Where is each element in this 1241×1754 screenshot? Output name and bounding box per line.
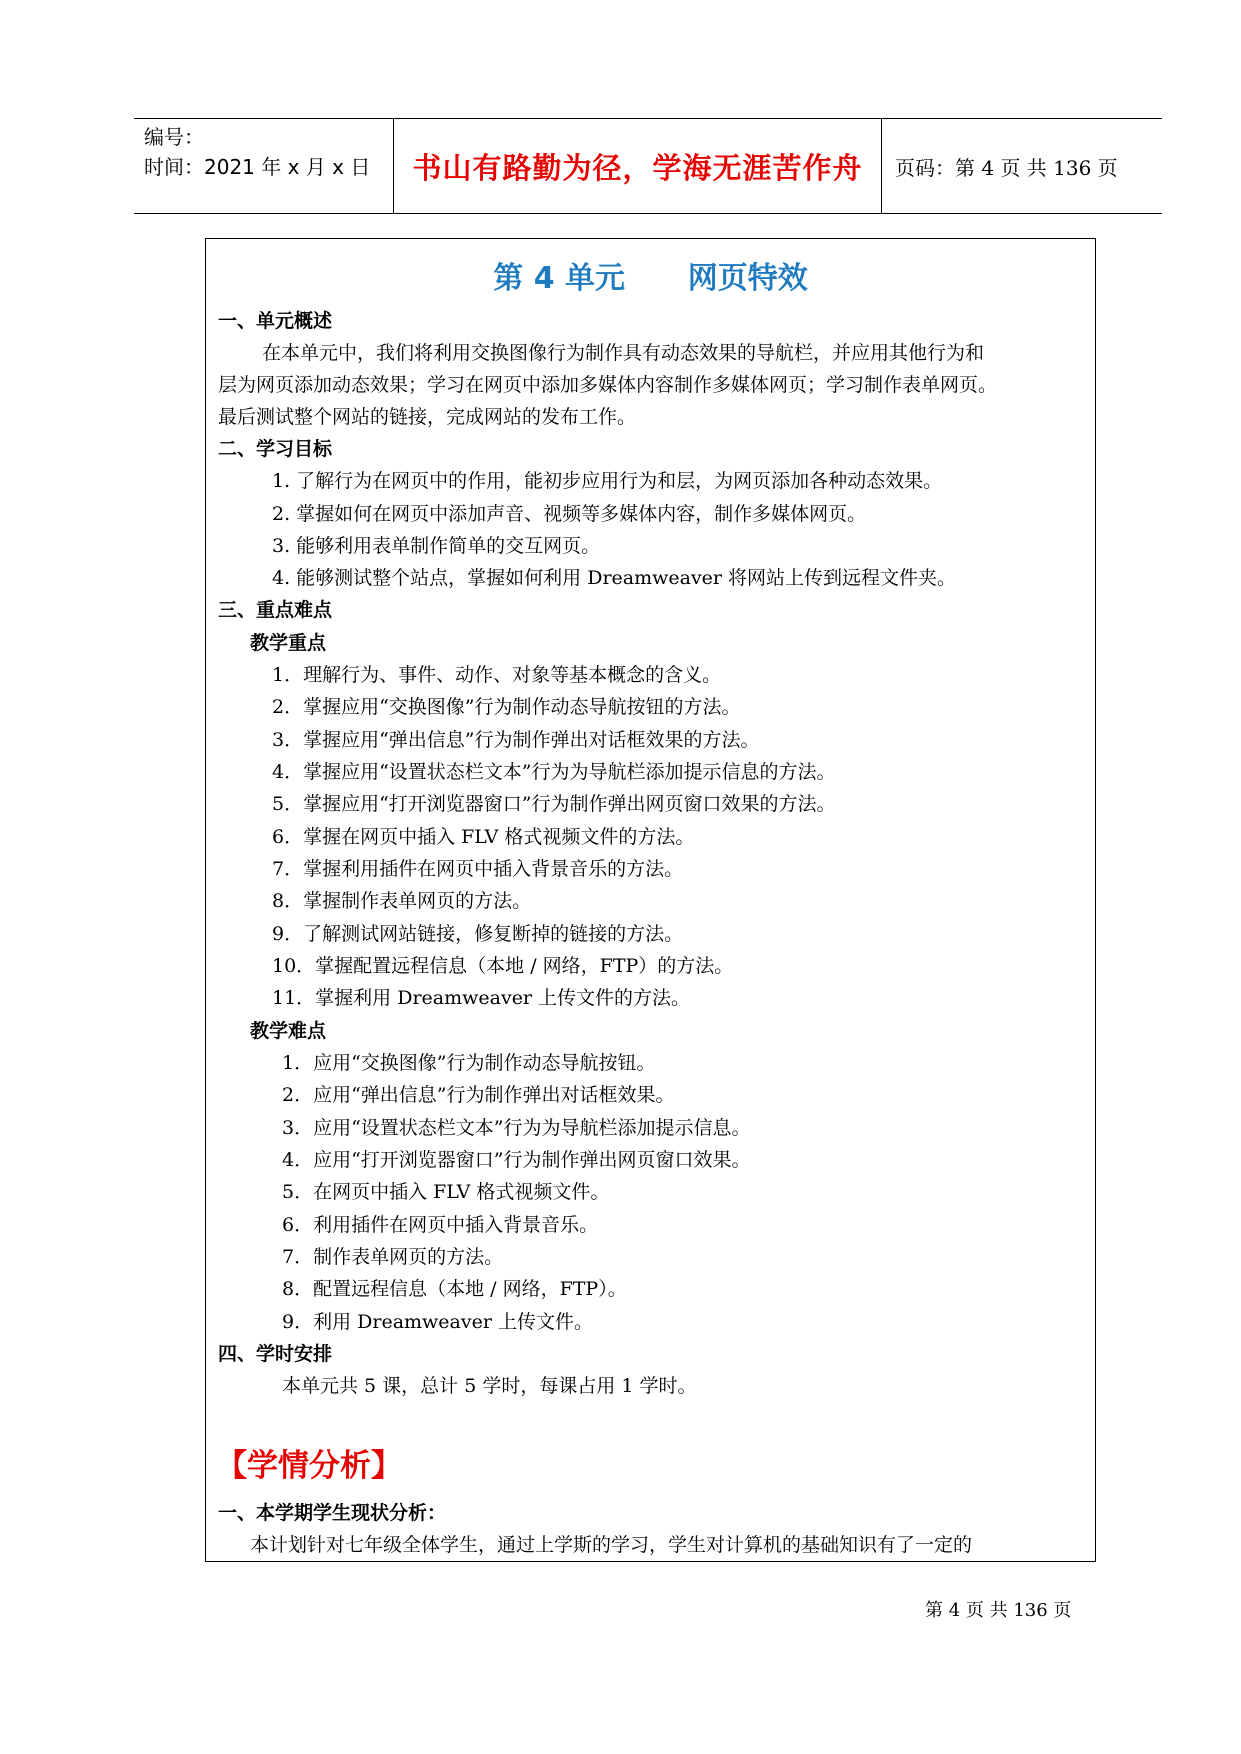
focus-item: 1．理解行为、事件、动作、对象等基本概念的含义。: [272, 664, 722, 686]
number-label: 编号：: [144, 125, 204, 149]
focus-item: 2．掌握应用“交换图像”行为制作动态导航按钮的方法。: [272, 696, 741, 718]
focus-item: 10．掌握配置远程信息（本地 / 网络，FTP）的方法。: [272, 955, 734, 977]
focus-heading: 教学重点: [250, 632, 327, 654]
focus-item: 9．了解测试网站链接，修复断掉的链接的方法。: [272, 923, 684, 945]
content-box: [205, 238, 1096, 1562]
focus-item: 6．掌握在网页中插入 FLV 格式视频文件的方法。: [272, 826, 695, 848]
time-label: 时间：2021 年 x 月 x 日: [144, 155, 371, 179]
goal-item: 4. 能够测试整个站点，掌握如何利用 Dreamweaver 将网站上传到远程文件夹。: [272, 567, 957, 589]
schedule-text: 本单元共 5 课，总计 5 学时，每课占用 1 学时。: [282, 1375, 697, 1397]
focus-item: 3．掌握应用“弹出信息”行为制作弹出对话框效果的方法。: [272, 729, 760, 751]
page-footer: 第 4 页 共 136 页: [925, 1600, 1072, 1621]
difficulty-item: 4．应用“打开浏览器窗口”行为制作弹出网页窗口效果。: [282, 1149, 751, 1171]
difficulty-item: 3．应用“设置状态栏文本”行为为导航栏添加提示信息。: [282, 1117, 751, 1139]
motto-text: 书山有路勤为径，学海无涯苦作舟: [412, 150, 863, 185]
header-meta: [144, 119, 394, 216]
goals-heading: 二、学习目标: [218, 438, 333, 460]
difficulty-item: 1．应用“交换图像”行为制作动态导航按钮。: [282, 1052, 656, 1074]
unit-title: 第 4 单元 网页特效: [493, 261, 808, 296]
analysis-subheading: 一、本学期学生现状分析：: [218, 1502, 447, 1524]
page-info-text: 页码：第 4 页 共 136 页: [895, 155, 1118, 180]
analysis-title: 【学情分析】: [216, 1448, 402, 1484]
goal-item: 3. 能够利用表单制作简单的交互网页。: [272, 535, 601, 557]
header-motto: [393, 119, 882, 213]
difficulty-item: 2．应用“弹出信息”行为制作弹出对话框效果。: [282, 1084, 675, 1106]
key-points-heading: 三、重点难点: [218, 599, 333, 621]
analysis-text: 本计划针对七年级全体学生，通过上学斯的学习，学生对计算机的基础知识有了一定的: [250, 1534, 973, 1556]
overview-line: 在本单元中，我们将利用交换图像行为制作具有动态效果的导航栏，并应用其他行为和: [262, 342, 985, 364]
difficulty-item: 6．利用插件在网页中插入背景音乐。: [282, 1214, 599, 1236]
focus-item: 7．掌握利用插件在网页中插入背景音乐的方法。: [272, 858, 684, 880]
difficulty-item: 5．在网页中插入 FLV 格式视频文件。: [282, 1181, 610, 1203]
difficulty-item: 8．配置远程信息（本地 / 网络，FTP）。: [282, 1278, 627, 1300]
goal-item: 2. 掌握如何在网页中添加声音、视频等多媒体内容，制作多媒体网页。: [272, 503, 867, 525]
focus-item: 4．掌握应用“设置状态栏文本”行为为导航栏添加提示信息的方法。: [272, 761, 836, 783]
overview-line: 最后测试整个网站的链接，完成网站的发布工作。: [218, 406, 637, 428]
goal-item: 1. 了解行为在网页中的作用，能初步应用行为和层，为网页添加各种动态效果。: [272, 470, 943, 492]
difficulty-item: 9．利用 Dreamweaver 上传文件。: [282, 1311, 593, 1333]
overview-heading: 一、单元概述: [218, 310, 333, 332]
focus-item: 11．掌握利用 Dreamweaver 上传文件的方法。: [272, 987, 691, 1009]
difficulty-item: 7．制作表单网页的方法。: [282, 1246, 504, 1268]
overview-line: 层为网页添加动态效果；学习在网页中添加多媒体内容制作多媒体网页；学习制作表单网页。: [218, 374, 998, 396]
page-header: [134, 118, 1162, 214]
schedule-heading: 四、学时安排: [218, 1343, 333, 1365]
focus-item: 5．掌握应用“打开浏览器窗口”行为制作弹出网页窗口效果的方法。: [272, 793, 836, 815]
header-page-info: [883, 119, 1175, 213]
difficulty-heading: 教学难点: [250, 1020, 327, 1042]
focus-item: 8．掌握制作表单网页的方法。: [272, 890, 532, 912]
